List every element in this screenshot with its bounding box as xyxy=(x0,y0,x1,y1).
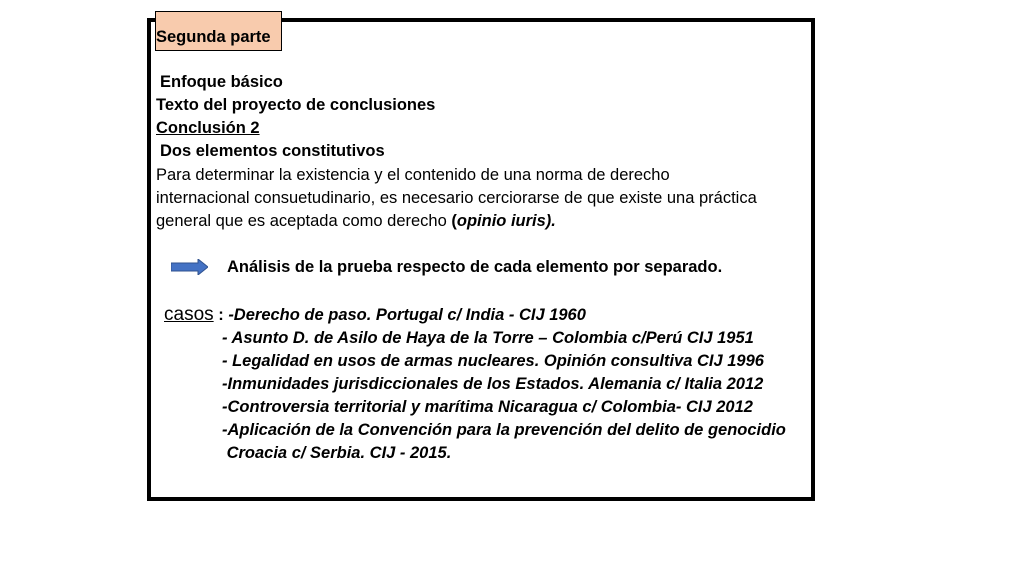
case-item: Croacia c/ Serbia. CIJ - 2015. xyxy=(222,444,452,462)
paren-open: ( xyxy=(451,212,457,230)
section-label: Segunda parte xyxy=(156,28,271,46)
paragraph-line-3 xyxy=(156,210,556,232)
analysis-text: Análisis de la prueba respecto de cada elemento por separado. xyxy=(227,258,723,276)
right-arrow-icon xyxy=(171,259,208,275)
case-item: - Legalidad en usos de armas nucleares. Opinión consultiva CIJ 1996 xyxy=(222,352,764,370)
cases-first-line xyxy=(164,304,586,326)
paragraph-line-1: Para determinar la existencia y el contenido de una norma de derecho xyxy=(156,166,670,184)
opinio-iuris: opinio iuris). xyxy=(456,212,556,230)
case-item: -Aplicación de la Convención para la prevención del delito de genocidio xyxy=(222,421,786,439)
case-item: -Controversia territorial y marítima Nicaragua c/ Colombia- CIJ 2012 xyxy=(222,398,753,416)
case-item: -Inmunidades jurisdiccionales de los Estados. Alemania c/ Italia 2012 xyxy=(222,375,764,393)
heading-enfoque: Enfoque básico xyxy=(160,73,283,91)
paragraph-line-2: internacional consuetudinario, es necesario cerciorarse de que existe una práctica xyxy=(156,189,757,207)
casos-separator: : xyxy=(213,306,229,324)
heading-elementos: Dos elementos constitutivos xyxy=(160,142,385,160)
heading-conclusion: Conclusión 2 xyxy=(156,119,260,137)
heading-texto: Texto del proyecto de conclusiones xyxy=(156,96,436,114)
paragraph-line-3-text: general que es aceptada como derecho xyxy=(156,212,452,230)
case-item: - Asunto D. de Asilo de Haya de la Torre – Colombia c/Perú CIJ 1951 xyxy=(222,329,754,347)
casos-label: casos xyxy=(164,304,214,325)
case-item: -Derecho de paso. Portugal c/ India - CIJ 1960 xyxy=(228,306,586,324)
